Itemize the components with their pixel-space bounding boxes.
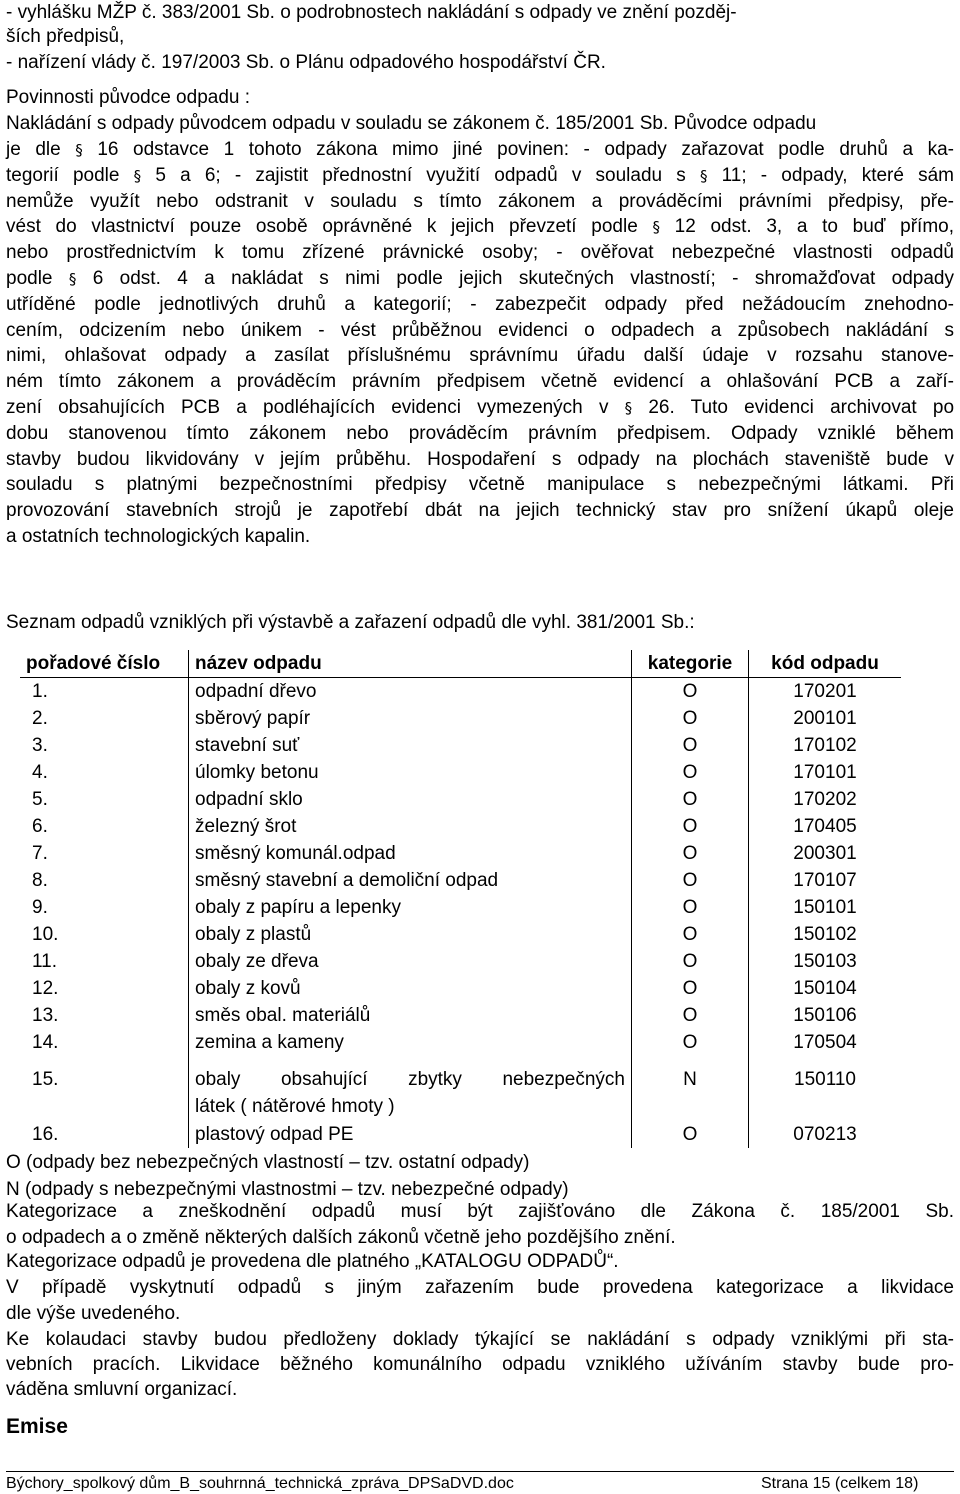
cell-category: O bbox=[632, 840, 749, 867]
cell-waste-code: 150104 bbox=[793, 978, 857, 999]
paragraph-row: cením, odcizením nebo únikem - vést průběžnou evidenci o odpadech a způsobech nakládání s bbox=[6, 319, 954, 341]
cell-waste-code: 150102 bbox=[793, 924, 857, 945]
footer-divider bbox=[6, 1471, 954, 1472]
note-o: O (odpady bez nebezpečných vlastností – tzv. ostatní odpady) bbox=[6, 1152, 530, 1173]
note-pripad-a: V případě vyskytnutí odpadů s jiným zařazením bude provedena kategorizace a likvidace bbox=[6, 1277, 954, 1298]
header-waste-name: název odpadu bbox=[189, 650, 632, 678]
paragraph-row: souladu s platnými bezpečnostními předpisy včetně manipulace s nebezpečnými látkami. Při bbox=[6, 474, 954, 496]
table-row bbox=[20, 1056, 901, 1121]
cell-waste-name: odpadní sklo bbox=[189, 786, 632, 813]
cell-order-number: 3. bbox=[20, 732, 189, 759]
cell-category: O bbox=[632, 894, 749, 921]
table-row bbox=[20, 813, 901, 840]
cell-category: O bbox=[632, 921, 749, 948]
cell-category: O bbox=[632, 759, 749, 786]
cell-order-number: 14. bbox=[20, 1029, 189, 1056]
table-row bbox=[20, 759, 901, 786]
table-row bbox=[20, 705, 901, 732]
paragraph-row: nebo prostřednictvím k tomu zřízené právnické osoby; - ověřovat nebezpečné vlastnosti odpadů bbox=[6, 242, 954, 264]
cell-category: O bbox=[632, 975, 749, 1002]
paragraph-row: dobu stanovenou tímto zákonem nebo prováděcím právním předpisem. Odpady vzniklé během bbox=[6, 422, 954, 444]
cell-waste-name: směsný komunál.odpad bbox=[189, 840, 632, 867]
cell-waste-code: 170202 bbox=[793, 789, 857, 810]
intro-line-4 bbox=[6, 111, 816, 137]
cell-order-number: 10. bbox=[20, 921, 189, 948]
table-row bbox=[20, 1002, 901, 1029]
waste-table bbox=[20, 650, 901, 1148]
table-row bbox=[20, 1029, 901, 1056]
cell-waste-code: 170101 bbox=[793, 762, 857, 783]
cell-waste-code: 150106 bbox=[793, 1005, 857, 1026]
note-katalog: Kategorizace odpadů je provedena dle platného „KATALOGU ODPADŮ“. bbox=[6, 1251, 619, 1272]
cell-category: O bbox=[632, 705, 749, 732]
paragraph-row: ném tímto zákonem a prováděcím právním předpisem včetně evidencí a ohlašování PCB a zaří- bbox=[6, 371, 954, 393]
table-row bbox=[20, 840, 901, 867]
table-row bbox=[20, 1121, 901, 1148]
cell-order-number: 16. bbox=[20, 1121, 189, 1148]
paragraph-row: je dle § 16 odstavce 1 tohoto zákona mimo jiné povinen: - odpady zařazovat podle druhů a ka- bbox=[6, 139, 954, 160]
cell-waste-code: 170107 bbox=[793, 870, 857, 891]
table-row bbox=[20, 948, 901, 975]
section-sign: § bbox=[652, 218, 660, 237]
cell-category: O bbox=[632, 786, 749, 813]
note-kolaud-a: Ke kolaudaci stavby budou předloženy doklady týkající se nakládání s odpady vzniklými při sta- bbox=[6, 1329, 954, 1350]
cell-waste-code: 170405 bbox=[793, 816, 857, 837]
table-row bbox=[20, 867, 901, 894]
paragraph-start: Původce odpadu bbox=[673, 113, 817, 134]
cell-waste-code: 200101 bbox=[793, 708, 857, 729]
cell-category: O bbox=[632, 867, 749, 894]
list-title: Seznam odpadů vzniklých při výstavbě a zařazení odpadů dle vyhl. 381/2001 Sb.: bbox=[6, 612, 695, 633]
paragraph-row: podle § 6 odst. 4 a nakládat s nimi podle jejich skutečných vlastností; - shromažďovat odpady bbox=[6, 268, 954, 289]
cell-waste-name: železný šrot bbox=[189, 813, 632, 840]
cell-category: O bbox=[632, 1002, 749, 1029]
cell-category: O bbox=[632, 1121, 749, 1148]
header-order-number: pořadové číslo bbox=[20, 650, 189, 678]
table-header-row bbox=[20, 650, 901, 678]
cell-waste-name-line-2: látek ( nátěrové hmoty ) bbox=[195, 1096, 395, 1117]
section-sign: § bbox=[133, 166, 142, 185]
cell-order-number: 2. bbox=[20, 705, 189, 732]
cell-waste-code: 150103 bbox=[793, 951, 857, 972]
cell-waste-name: úlomky betonu bbox=[189, 759, 632, 786]
note-n: N (odpady s nebezpečnými vlastnostmi – tzv. nebezpečné odpady) bbox=[6, 1179, 569, 1200]
paragraph-row: zení obsahujících PCB a podléhajících evidenci vymezených v § 26. Tuto evidenci archivovat po bbox=[6, 397, 955, 418]
cell-waste-name: směsný stavební a demoliční odpad bbox=[189, 867, 632, 894]
paragraph-row-last: a ostatních technologických kapalin. bbox=[6, 526, 311, 547]
table-body bbox=[20, 678, 901, 1149]
paragraph-row: utříděné podle jednotlivých druhů a kategorií; - zabezpečit odpady před nežádoucím znehodno- bbox=[6, 293, 954, 315]
intro-line-1b: ších předpisů, bbox=[6, 26, 125, 47]
note-cat-b: o odpadech a o změně některých dalších zákonů včetně jeho pozdějšího znění. bbox=[6, 1227, 676, 1248]
cell-category: O bbox=[632, 732, 749, 759]
cell-category: N bbox=[632, 1056, 749, 1121]
header-waste-code: kód odpadu bbox=[749, 650, 902, 678]
paragraph-row: nemůže využít nebo odstranit v souladu s tímto zákonem a prováděcími právními předpisy, pře- bbox=[6, 190, 954, 212]
cell-waste-code: 170504 bbox=[793, 1032, 857, 1053]
cell-waste-name: obaly z kovů bbox=[189, 975, 632, 1002]
table-row bbox=[20, 894, 901, 921]
section-sign: § bbox=[624, 399, 633, 417]
intro-line-2: - nařízení vlády č. 197/2003 Sb. o Plánu odpadového hospodářství ČR. bbox=[6, 52, 606, 73]
cell-order-number: 5. bbox=[20, 786, 189, 813]
cell-waste-name: obaly z plastů bbox=[189, 921, 632, 948]
cell-category: O bbox=[632, 1029, 749, 1056]
paragraph-row: nimi, ohlašovat odpady a zasílat příslušnému správnímu úřadu další údaje v rozsahu stanove- bbox=[6, 345, 954, 367]
cell-waste-name: plastový odpad PE bbox=[189, 1121, 632, 1148]
intro-line-3: Povinnosti původce odpadu : bbox=[6, 87, 251, 108]
note-pripad-b: dle výše uvedeného. bbox=[6, 1303, 181, 1324]
section-sign: § bbox=[75, 141, 83, 159]
note-kolaud-c: váděna smluvní organizací. bbox=[6, 1379, 238, 1400]
section-heading-emise: Emise bbox=[6, 1415, 68, 1438]
table-row bbox=[20, 921, 901, 948]
paragraph-row: vést do vlastnictví pouze osobě oprávněné k jejich převzetí podle § 12 odst. 3, a to buď přímo, bbox=[6, 216, 954, 238]
section-sign: § bbox=[699, 166, 708, 185]
cell-category: O bbox=[632, 678, 749, 706]
cell-waste-name: zemina a kameny bbox=[189, 1029, 632, 1056]
cell-order-number: 7. bbox=[20, 840, 189, 867]
cell-waste-code: 070213 bbox=[793, 1124, 857, 1145]
cell-order-number: 1. bbox=[20, 678, 189, 706]
cell-waste-name: stavební suť bbox=[189, 732, 632, 759]
cell-order-number: 11. bbox=[20, 948, 189, 975]
footer-page-number: Strana 15 (celkem 18) bbox=[761, 1475, 919, 1492]
cell-order-number: 12. bbox=[20, 975, 189, 1002]
cell-waste-name: směs obal. materiálů bbox=[189, 1002, 632, 1029]
paragraph-row: stavby budou likvidovány v jejím průběhu. Hospodaření s odpady na plochách staveniště bude v bbox=[6, 448, 954, 470]
table-row bbox=[20, 678, 901, 706]
cell-order-number: 9. bbox=[20, 894, 189, 921]
note-kolaud-b: vebních pracích. Likvidace běžného komunálního odpadu vzniklého užíváním stavby bude pro- bbox=[6, 1354, 954, 1375]
cell-waste-name-line-1: obaly obsahující zbytky nebezpečných bbox=[195, 1069, 625, 1090]
cell-category: O bbox=[632, 813, 749, 840]
table-row bbox=[20, 975, 901, 1002]
section-sign: § bbox=[68, 270, 77, 288]
cell-waste-name: obaly ze dřeva bbox=[189, 948, 632, 975]
cell-waste-code: 170102 bbox=[793, 735, 857, 756]
cell-order-number: 15. bbox=[20, 1056, 189, 1121]
cell-category: O bbox=[632, 948, 749, 975]
cell-order-number: 6. bbox=[20, 813, 189, 840]
cell-waste-code: 150110 bbox=[794, 1069, 856, 1090]
cell-waste-name bbox=[189, 1056, 632, 1121]
paragraph-row: provozování stavebních strojů je zapotřebí dbát na jejich technický stav pro snížení úkapů oleje bbox=[6, 500, 954, 522]
cell-order-number: 4. bbox=[20, 759, 189, 786]
cell-waste-code: 150101 bbox=[793, 897, 857, 918]
cell-waste-code: 170201 bbox=[793, 681, 857, 702]
intro-line-1a: - vyhlášku MŽP č. 383/2001 Sb. o podrobnostech nakládání s odpady ve znění pozděj- bbox=[6, 2, 737, 23]
table-row bbox=[20, 786, 901, 813]
paragraph-row: tegorií podle § 5 a 6; - zajistit přednostní využití odpadů v souladu s § 11; - odpady, které sám bbox=[6, 164, 954, 186]
cell-waste-name: sběrový papír bbox=[189, 705, 632, 732]
cell-waste-code: 200301 bbox=[793, 843, 857, 864]
note-cat-a: Kategorizace a zneškodnění odpadů musí být zajišťováno dle Zákona č. 185/2001 Sb. bbox=[6, 1201, 954, 1222]
cell-waste-name: odpadní dřevo bbox=[189, 678, 632, 706]
cell-order-number: 8. bbox=[20, 867, 189, 894]
cell-order-number: 13. bbox=[20, 1002, 189, 1029]
header-category: kategorie bbox=[632, 650, 749, 678]
table-row bbox=[20, 732, 901, 759]
footer-file-name: Býchory_spolkový dům_B_souhrnná_technická_zpráva_DPSaDVD.doc bbox=[6, 1475, 514, 1492]
cell-waste-name: obaly z papíru a lepenky bbox=[189, 894, 632, 921]
intro-line-4-text: Nakládání s odpady původcem odpadu v souladu se zákonem č. 185/2001 Sb. bbox=[6, 113, 669, 134]
